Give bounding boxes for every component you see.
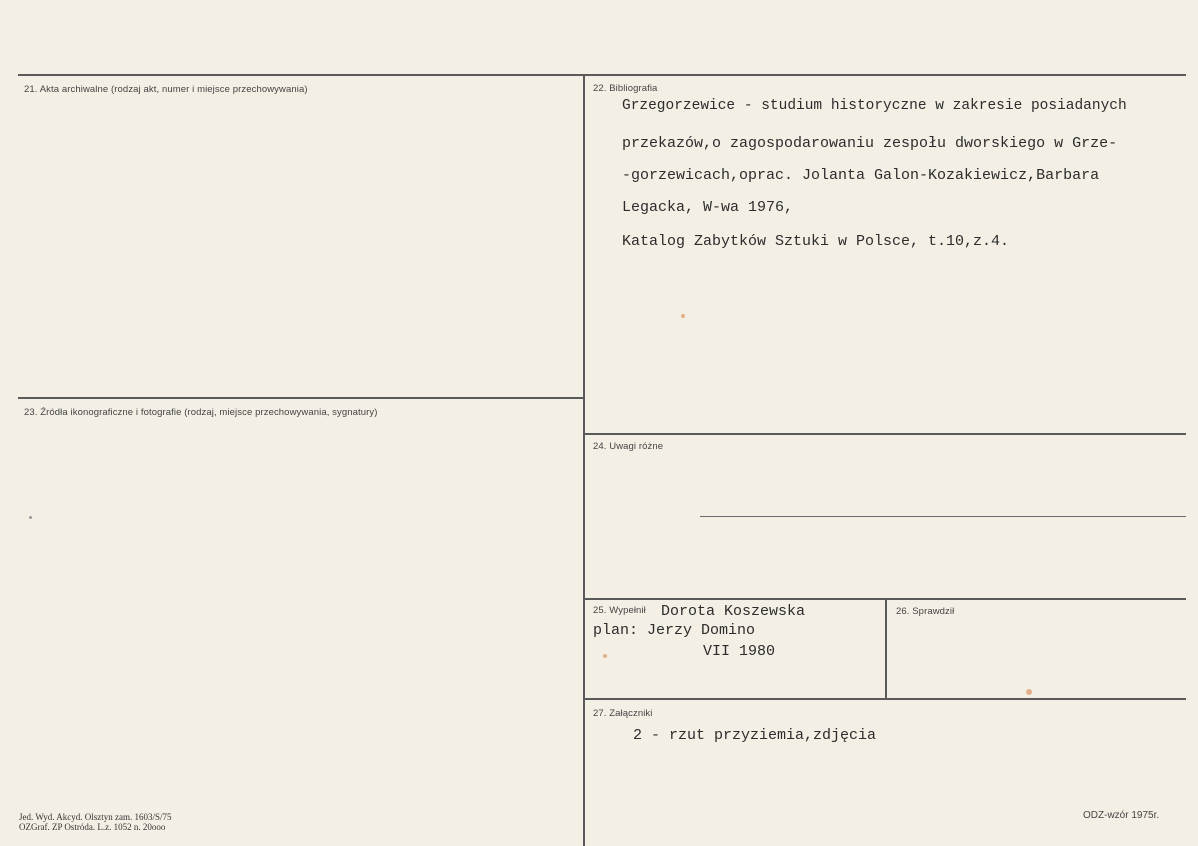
attachments-value: 2 - rzut przyziemia,zdjęcia [633,727,877,744]
form-id: ODZ-wzór 1975r. [1083,810,1160,821]
paper-speck [603,654,607,658]
paper-speck [29,516,32,519]
bibliography-line-5: Katalog Zabytków Sztuki w Polsce, t.10,z.4. [622,233,1010,250]
filled-by-value: Dorota Koszewska [661,603,806,620]
field-24-label: 24. Uwagi różne [593,441,664,452]
plan-author-value: plan: Jerzy Domino [593,622,756,639]
field-22-label: 22. Bibliografia [593,83,658,94]
paper-speck [1026,689,1032,695]
center-divider [583,74,585,846]
bibliography-line-2: przekazów,o zagospodarowaniu zespołu dworskiego w Grze- [622,135,1118,152]
divider-22-24 [585,433,1186,435]
field-25-label: 25. Wypełnił [593,605,646,616]
bibliography-line-3: -gorzewicach,oprac. Jolanta Galon-Kozakiewicz,Barbara [622,167,1100,184]
divider-25-26 [885,598,887,698]
paper-speck [681,314,685,318]
print-info [19,812,172,832]
divider-25-27 [585,698,1186,700]
field-27-label: 27. Załączniki [593,708,653,719]
divider-21-23 [18,397,583,399]
filled-date: VII 1980 [703,643,776,660]
field-23-label: 23. Źródła ikonograficzne i fotografie (rodzaj, miejsce przechowywania, sygnatury) [24,407,378,418]
print-info-line-2: OZGraf. ZP Ostróda. L.z. 1052 n. 20ooo [19,822,166,832]
bibliography-line-4: Legacka, W-wa 1976, [622,199,794,216]
divider-24-inner [700,516,1186,517]
field-21-label: 21. Akta archiwalne (rodzaj akt, numer i miejsce przechowywania) [24,84,308,95]
field-26-label: 26. Sprawdził [896,606,955,617]
print-info-line-1: Jed. Wyd. Akcyd. Olsztyn zam. 1603/S/75 [19,812,172,822]
bibliography-line-1: Grzegorzewice - studium historyczne w zakresie posiadanych [622,98,1127,114]
top-rule [18,74,1186,76]
